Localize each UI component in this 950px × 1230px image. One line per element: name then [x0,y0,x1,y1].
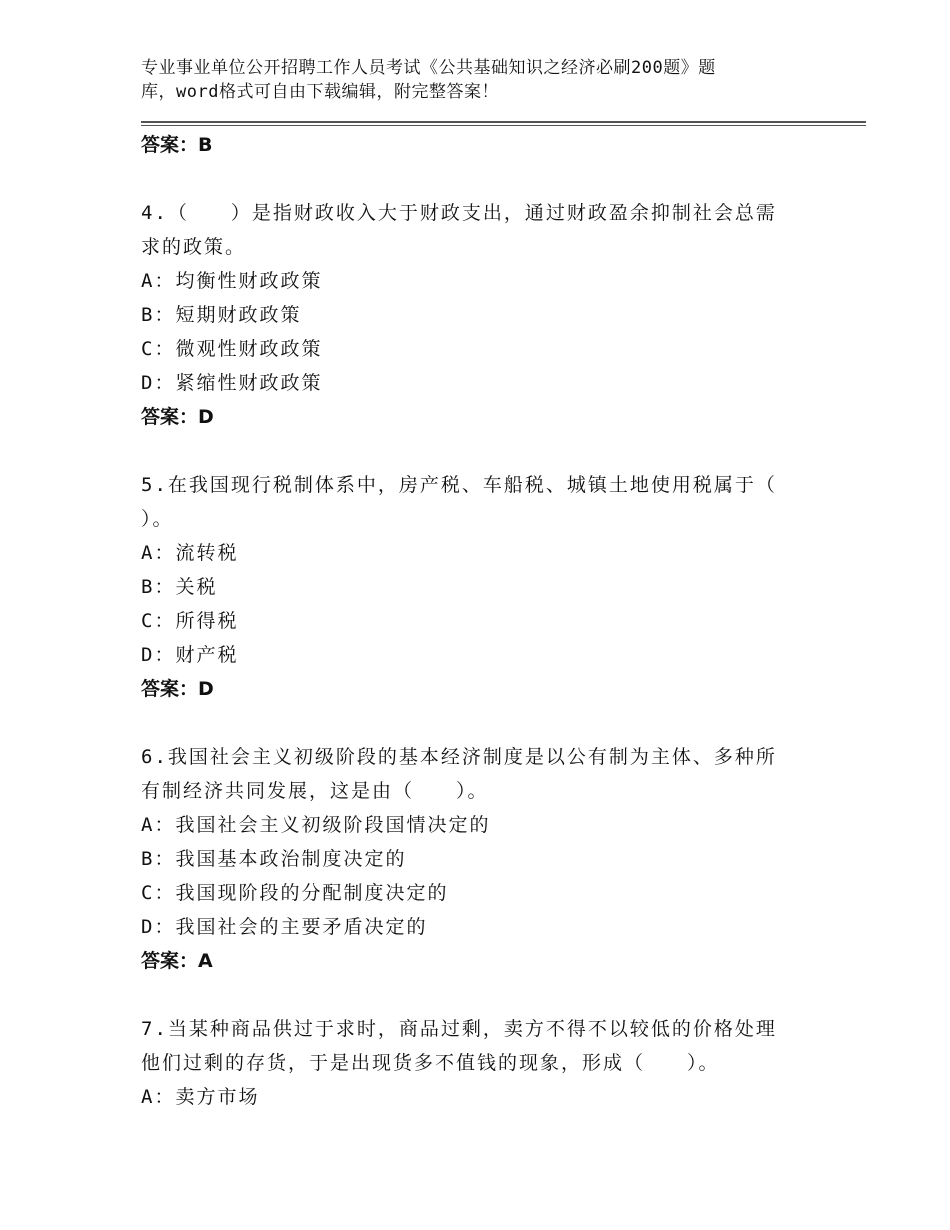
question-stem-line: 有制经济共同发展，这是由（ ）。 [141,780,489,802]
question-block [141,740,801,978]
question-stem [141,196,801,264]
question-stem [141,740,801,808]
option-b: B：短期财政政策 [141,304,302,326]
answer-line: 答案：B [141,134,213,156]
header-line-1: 专业事业单位公开招聘工作人员考试《公共基础知识之经济必刷200题》题 [141,58,716,78]
question-stem-line: 5.在我国现行税制体系中，房产税、车船税、城镇土地使用税属于（ [141,474,777,496]
option-a: A：均衡性财政政策 [141,270,323,292]
question-stem [141,468,801,536]
document-header [141,56,781,104]
option-d: D：紧缩性财政政策 [141,372,323,394]
answer-line: 答案：D [141,678,214,700]
option-d: D：我国社会的主要矛盾决定的 [141,916,428,938]
option-a: A：我国社会主义初级阶段国情决定的 [141,814,491,836]
header-divider [141,121,866,123]
option-b: B：我国基本政治制度决定的 [141,848,407,870]
header-line-2: 库，word格式可自由下载编辑，附完整答案！ [141,82,499,102]
option-b: B：关税 [141,576,218,598]
answer-line: 答案：A [141,950,213,972]
question-block [141,468,801,706]
question-stem-line: 6.我国社会主义初级阶段的基本经济制度是以公有制为主体、多种所 [141,746,777,768]
question-list [141,128,801,1114]
question-stem-line: 求的政策。 [141,236,247,258]
option-c: C：所得税 [141,610,239,632]
question-stem-line: 他们过剩的存货，于是出现货多不值钱的现象，形成（ ）。 [141,1052,720,1074]
option-c: C：微观性财政政策 [141,338,323,360]
option-a: A：卖方市场 [141,1086,260,1108]
option-d: D：财产税 [141,644,239,666]
answer-line: 答案：D [141,406,214,428]
question-block [141,1012,801,1114]
header-divider-thin [141,125,866,126]
question-stem-line: 4.（ ）是指财政收入大于财政支出，通过财政盈余抑制社会总需 [141,202,777,224]
option-a: A：流转税 [141,542,239,564]
question-stem-line: ）。 [141,508,174,530]
question-stem [141,1012,801,1080]
question-stem-line: 7.当某种商品供过于求时，商品过剩，卖方不得不以较低的价格处理 [141,1018,777,1040]
option-c: C：我国现阶段的分配制度决定的 [141,882,449,904]
question-block [141,196,801,434]
